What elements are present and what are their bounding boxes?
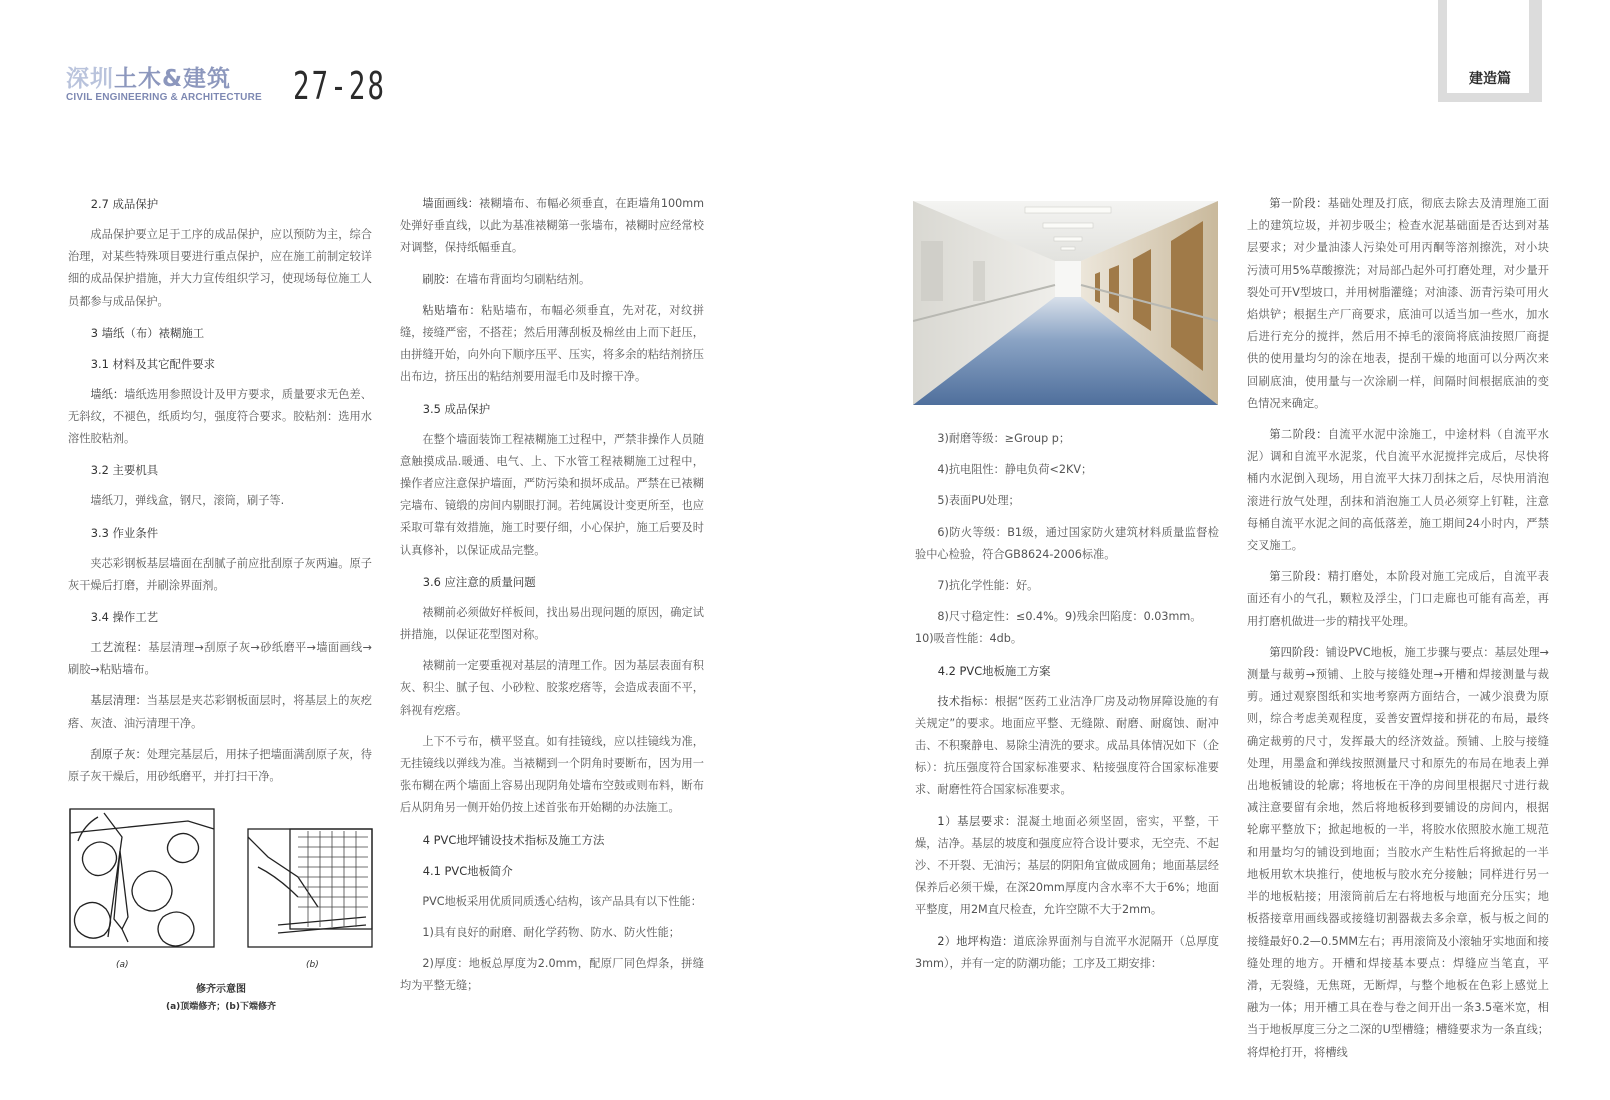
paragraph-property-4: 4)抗电阻性：静电负荷<2KV； — [937, 463, 1093, 477]
text-stage-3: 精打磨处，本阶段对施工完成后，自流平表面还有小的气孔，颗粒及浮尘，门口走廊也可能有高差，再用打磨机做进一步的精找平处理。 — [1247, 570, 1549, 628]
paragraph-putty — [68, 744, 372, 788]
label-paste: 粘贴墙布： — [422, 303, 482, 317]
magazine-logo — [66, 66, 262, 104]
heading-3-3: 3.3 作业条件 — [90, 525, 159, 540]
paragraph-3-5: 在整个墙面装饰工程裱糊施工过程中，严禁非操作人员随意触摸成品.暖通、电气、上、下水管工程裱糊施工过程中，操作者应注意保护墙面，严防污染和损坏成品。严禁在已裱糊完墙布、镜缎的房间内剔眼打洞。若纯属设计变更所至，也应采取可靠有效措施，施工时要仔细，小心保护，施工后要及时认真修补，以保证成品完整。 — [400, 432, 704, 557]
heading-3: 3 墙纸（布）裱糊施工 — [90, 325, 205, 340]
heading-3-2: 3.2 主要机具 — [90, 463, 159, 478]
paragraph-property-10: 10)吸音性能：4db。 — [915, 632, 1023, 646]
column-1 — [68, 193, 372, 797]
paragraph-property-8: 8)尺寸稳定性：≤0.4%。9)残余凹陷度：0.03mm。 — [937, 610, 1202, 624]
text-wall-line: 裱糊墙布、布幅必须垂直，在距墙角100mm处弹好垂直线，以此为基准裱糊第一张墙布，裱糊时应经常校对调整，保持纸幅垂直。 — [400, 197, 704, 255]
column-3 — [915, 428, 1219, 984]
corridor-photo — [913, 201, 1218, 405]
figure-label-b: (b) — [306, 960, 319, 970]
section-tab — [1438, 0, 1542, 102]
label-stage-3: 第三阶段： — [1269, 570, 1328, 584]
text-tech-index: 根据“医药工业洁净厂房及动物屏障设施的有关规定”的要求。地面应平整、无缝隙、耐磨、耐腐蚀、耐冲击、不积聚静电、易除尘清洗的要求。成品具体情况如下（企标）：抗压强度符合国家标准要求、粘接强度符合国家标准要求、耐磨性符合国家标准要求。 — [915, 694, 1219, 797]
label-stage-2: 第二阶段： — [1269, 428, 1328, 442]
label-base-requirement: 1）基层要求： — [937, 814, 1017, 828]
paragraph-process-flow — [68, 637, 372, 681]
paragraph-stage-4 — [1247, 642, 1549, 1064]
trimming-figure — [68, 807, 374, 1022]
paragraph-floor-structure — [915, 931, 1219, 975]
paragraph-base-requirement — [915, 811, 1219, 922]
page-numbers: 27-28 — [293, 64, 387, 108]
text-stage-4: 铺设PVC地板，施工步骤与要点：基层处理→测量与裁剪→预铺、上胶与接缝处理→开槽和焊接测量与裁剪。通过观察图纸和实地考察两方面结合，一减少浪费为原则，综合考虑美观程度，妥善安置焊接和拼花的布局，最终确定裁剪的尺寸，发挥最大的经济效益。预铺、上胶与接缝处理，用墨盒和弹线按照测量尺寸和原先的布局在地表上弹出地板铺设的轮廓；将地板在干净的房间里根据尺寸进行裁减注意要留有余地，然后将地板移到要铺设的房间内，根据轮廓平整放下；掀起地板的一半，将胶水依照胶水施工规范和用量均匀的铺设到地面；当胶水产生粘性后将掀起的一半地板用软木块推行，使地板与胶水充分接触；同样进行另一半的地板粘接；用滚筒前后左右将地板与地面充分压实；地板搭接章用画线器或接缝切割器裁去多余章，板与板之间的接缝最好0.2—0.5MM左右；再用滚筒及小滚轴牙实地面和接缝处理的地方。开槽和焊接基本要点：焊缝应当笔直，平滑，无裂缝，无焦斑，无断焊，与整个地板在色彩上感觉上融为一体；用开槽工具在卷与卷之间开出一条3.5毫米宽，相当于地板厚度三分之二深的U型槽缝；槽缝要求为一条直线；将焊枪打开，将槽线 — [1247, 645, 1549, 1059]
heading-3-4: 3.4 操作工艺 — [90, 610, 159, 625]
paragraph-3-6-3: 上下不亏布，横平竖直。如有挂镜线，应以挂镜线为准，无挂镜线以弹线为准。当裱糊到一个阴角时要断布，因为用一张布糊在两个墙面上容易出现阴角处墙布空鼓或则布料，断布后从阴角另一侧开始仍按上述首张布开始糊的办法施工。 — [400, 734, 704, 815]
label-process-flow: 工艺流程： — [90, 641, 149, 655]
text-base-requirement: 混凝土地面必须坚固，密实，平整，干燥，洁净。基层的坡度和强度应符合设计要求，无空壳、不起沙、不开裂、无油污；基层的阴阳角宜做成圆角；地面基层经保养后必须干燥，在深20mm厚度内含水率不大于6%；地面平整度，用2M直尺检查，允许空隙不大于2mm。 — [915, 814, 1219, 917]
text-stage-1: 基础处理及打底，彻底去除去及清理施工面上的建筑垃圾，并初步吸尘；检查水泥基础面是否达到对基层要求；对少量油漆人污染处可用丙酮等溶剂擦洗，对小块污渍可用5%草酸擦洗；对局部凸起外可打磨处理，对少量开裂处可开V型坡口，并用树脂灌缝；对油漆、沥青污染可用火焰烘铲；根据生产厂商要求，底油可以适当加一些水，加水后进行充分的搅拌，然后用不掉毛的滚筒将底油按照厂商提供的使用量均匀的涂在地表，提刮干燥的地面可以分两次来回刷底油，使用量与一次涂刷一样，间隔时间根据底油的变色情况来确定。 — [1247, 197, 1549, 410]
text-putty: 处理完基层后，用抹子把墙面满刮原子灰，待原子灰干燥后，用砂纸磨平，并打扫干净。 — [68, 747, 372, 784]
paragraph-3-1 — [68, 384, 372, 451]
paragraph-3-2: 墙纸刀，弹线盒，钢尺，滚筒，刷子等. — [90, 494, 285, 508]
paragraph-glue — [400, 269, 704, 291]
paragraph-tech-index — [915, 691, 1219, 802]
paragraph-2-7: 成品保护要立足于工序的成品保护，应以预防为主，综合治理，对某些特殊项目要进行重点保护，应在施工前制定较详细的成品保护措施，并大力宣传组织学习，使现场每位施工人员都参与成品保护。 — [68, 228, 372, 308]
text-stage-2: 自流平水泥中涂施工，中途材料（自流平水泥）调和自流平水泥浆，代自流平水泥搅拌完成后，尽快将桶内水泥倒入现场，用自流平大抹刀刮抹之后，尽快用消泡滚进行放气处理，刮抹和消泡施工人员必须穿上钉鞋，注意每桶自流平水泥之间的高低落差，施工期间24小时内，严禁交叉施工。 — [1247, 428, 1549, 553]
column-4 — [1247, 193, 1549, 1073]
paragraph-wall-line — [400, 193, 704, 260]
heading-3-1: 3.1 材料及其它配件要求 — [90, 356, 216, 371]
heading-4: 4 PVC地坪铺设技术指标及施工方法 — [422, 832, 605, 847]
paragraph-property-1: 1)具有良好的耐磨、耐化学药物、防水、防火性能； — [422, 925, 680, 939]
label-stage-4: 第四阶段： — [1269, 645, 1326, 659]
paragraph-4-1: PVC地板采用优质同质透心结构，该产品具有以下性能： — [422, 894, 702, 908]
paragraph-property-2: 2)厚度：地板总厚度为2.0mm，配原厂同色焊条，拼缝均为平整无缝； — [400, 957, 704, 993]
paragraph-3-3: 夹芯彩钢板基层墙面在刮腻子前应批刮原子灰两遍。原子灰干燥后打磨，并刷涂界面剂。 — [68, 556, 372, 592]
paragraph-property-6: 6)防火等级：B1级，通过国家防火建筑材料质量监督检验中心检验，符合GB8624-2006标准。 — [915, 525, 1219, 561]
label-wall-line: 墙面画线： — [422, 197, 480, 210]
label-stage-1: 第一阶段： — [1269, 197, 1328, 210]
figure-caption-title: 修齐示意图 — [196, 984, 246, 995]
paragraph-stage-1 — [1247, 193, 1549, 415]
heading-4-2: 4.2 PVC地板施工方案 — [937, 663, 1051, 678]
trimming-illustration — [68, 807, 374, 967]
logo-cn-part-a: 深圳 — [66, 66, 114, 92]
label-glue: 刷胶： — [422, 272, 456, 286]
paragraph-stage-2 — [1247, 424, 1549, 557]
label-base-cleaning: 基层清理： — [90, 694, 147, 708]
heading-4-1: 4.1 PVC地板简介 — [422, 863, 513, 878]
corridor-drawing — [913, 201, 1218, 405]
heading-3-5: 3.5 成品保护 — [422, 401, 491, 416]
text-paste: 粘贴墙布，布幅必须垂直，先对花，对纹拼缝，接缝严密，不搭茬；然后用薄刮板及棉丝由上而下赶压，由拼缝开始，向外向下顺序压平、压实，将多余的粘结剂挤压出布边，挤压出的粘结剂要用湿毛巾及时擦干净。 — [400, 303, 704, 384]
label-putty: 刮原子灰： — [90, 747, 147, 761]
logo-english: CIVIL ENGINEERING & ARCHITECTURE — [66, 92, 262, 103]
label-floor-structure: 2）地坪构造： — [937, 934, 1014, 948]
logo-cn-part-b: 土木&建筑 — [114, 66, 232, 92]
text-process-flow: 基层清理→刮原子灰→砂纸磨平→墙面画线→刷胶→粘贴墙布。 — [68, 641, 372, 677]
text-base-cleaning: 当基层是夹芯彩钢板面层时，将基层上的灰疙瘩、灰渣、油污清理干净。 — [68, 694, 372, 730]
paragraph-property-3: 3)耐磨等级：≥Group p； — [937, 432, 1071, 445]
text-floor-structure: 道底涂界面剂与自流平水泥隔开（总厚度3mm），并有一定的防潮功能；工序及工期安排： — [915, 934, 1219, 970]
section-tab-label: 建造篇 — [1469, 71, 1511, 87]
text-wallpaper: 墙纸选用参照设计及甲方要求，质量要求无色差、无斜纹，不褪色，纸质均匀，强度符合要求。胶粘剂：选用水溶性胶粘剂。 — [68, 387, 372, 446]
logo-chinese — [66, 66, 236, 92]
paragraph-paste — [400, 300, 704, 389]
paragraph-property-7: 7)抗化学性能：好。 — [937, 579, 1039, 593]
heading-2-7: 2.7 成品保护 — [90, 197, 159, 211]
paragraph-3-6-2: 裱糊前一定要重视对基层的清理工作。因为基层表面有积灰、积尘、腻子包、小砂粒、胶浆疙瘩等，会造成表面不平，斜视有疙瘩。 — [400, 659, 704, 717]
label-tech-index: 技术指标： — [937, 694, 995, 708]
paragraph-property-5: 5)表面PU处理； — [937, 494, 1020, 508]
label-wallpaper: 墙纸： — [90, 387, 125, 401]
figure-caption-sub: (a)顶端修齐；(b)下端修齐 — [166, 1002, 276, 1012]
paragraph-3-6-1: 裱糊前必须做好样板间，找出易出现问题的原因，确定试拼措施，以保证花型图对称。 — [400, 605, 704, 642]
text-glue: 在墙布背面均匀刷粘结剂。 — [455, 272, 591, 286]
paragraph-stage-3 — [1247, 566, 1549, 633]
paragraph-base-cleaning — [68, 690, 372, 734]
figure-label-a: (a) — [116, 960, 129, 970]
column-2 — [400, 193, 704, 1006]
heading-3-6: 3.6 应注意的质量问题 — [422, 574, 536, 589]
